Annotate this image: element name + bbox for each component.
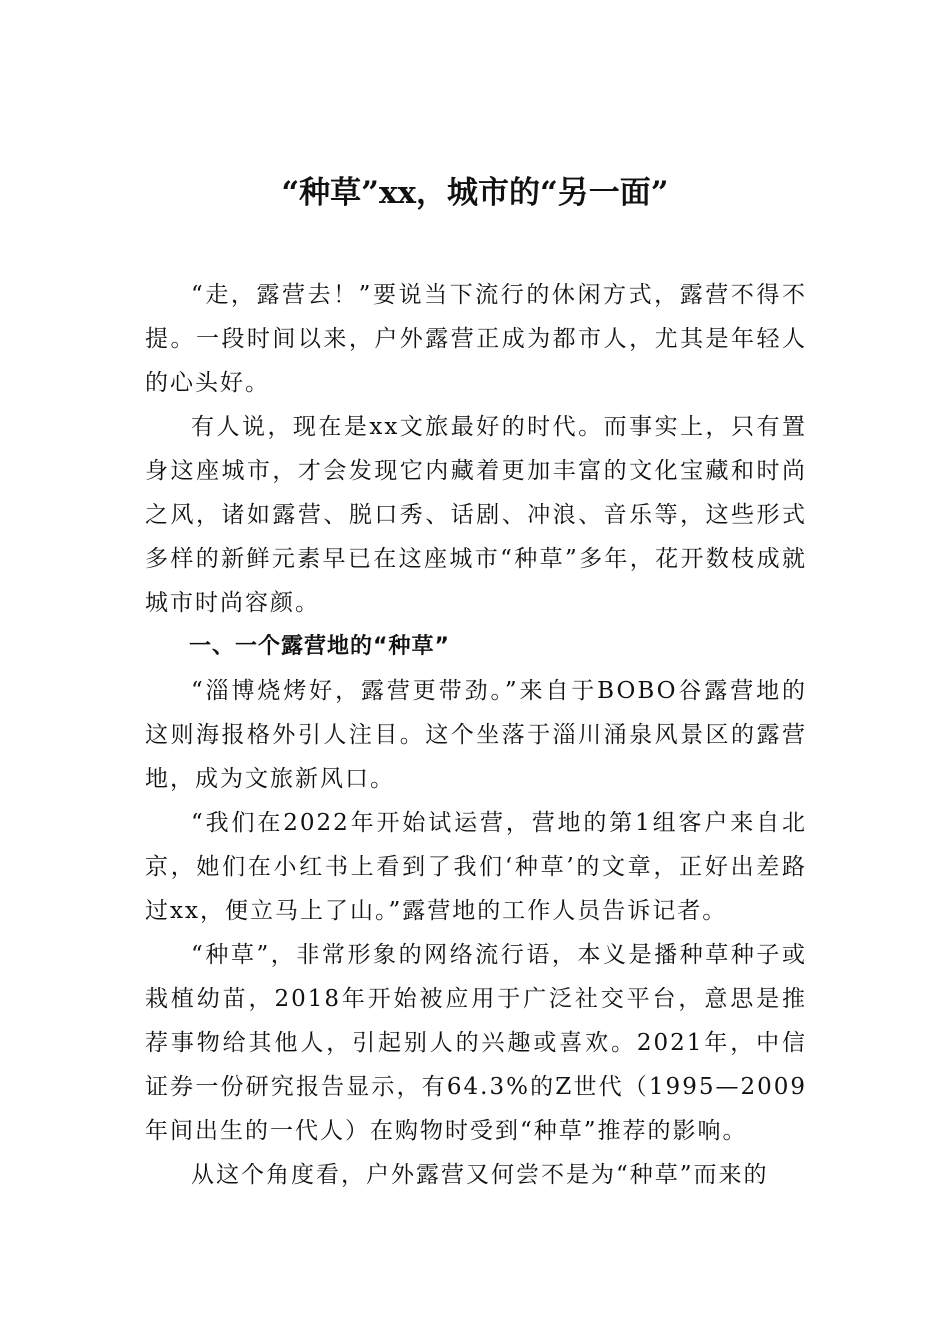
paragraph: “我们在2022年开始试运营，营地的第1组客户来自北京，她们在小红书上看到了我们‘种草’的文章，正好出差路过xx，便立马上了山。”露营地的工作人员告诉记者。 (145, 810, 807, 924)
paragraph: “走，露营去！”要说当下流行的休闲方式，露营不得不提。一段时间以来，户外露营正成为都市人，尤其是年轻人的心头好。 (145, 282, 807, 396)
paragraph: 有人说，现在是xx文旅最好的时代。而事实上，只有置身这座城市，才会发现它内藏着更加丰富的文化宝藏和时尚之风，诸如露营、脱口秀、话剧、冲浪、音乐等，这些形式多样的新鲜元素早已在这座城市“种草”多年，花开数枝成就城市时尚容颜。 (145, 414, 807, 616)
section-heading: 一、一个露营地的“种草” (189, 634, 450, 659)
document-body (145, 273, 807, 1197)
paragraph: “淄博烧烤好，露营更带劲。”来自于BOBO谷露营地的这则海报格外引人注目。这个坐落于淄川涌泉风景区的露营地，成为文旅新风口。 (145, 678, 807, 792)
document-title: “种草”xx，城市的“另一面” (281, 175, 669, 211)
paragraph: “种草”，非常形象的网络流行语，本义是播种草种子或栽植幼苗，2018年开始被应用于广泛社交平台，意思是推荐事物给其他人，引起别人的兴趣或喜欢。2021年，中信证券一份研究报告显示，有64.3%的Z世代（1995—2009年间出生的一代人）在购物时受到“种草”推荐的影响。 (145, 942, 807, 1144)
paragraph: 从这个角度看，户外露营又何尝不是为“种草”而来的 (191, 1162, 769, 1188)
